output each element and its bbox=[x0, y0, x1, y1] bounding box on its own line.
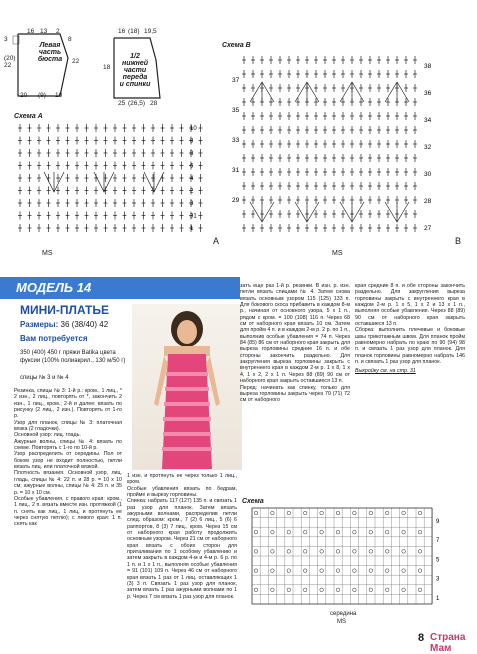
yarn-over bbox=[369, 569, 373, 573]
row-number: 1 bbox=[190, 226, 194, 232]
needles-info: спицы № 3 и № 4 bbox=[20, 375, 69, 381]
need-label: Вам потребуется bbox=[20, 334, 88, 343]
yarn-over bbox=[418, 530, 422, 534]
yarn-info: 350 (400) 450 г пряжи Batika цвета фуксии (100% полиакрил., 130 м/50 г) bbox=[20, 350, 126, 364]
pattern-skirt-label bbox=[115, 53, 155, 88]
dim-label: 13 bbox=[40, 28, 48, 35]
paragraph: Узор распределить от середины. Пол от боком узор не входит полностью, петли вязать лиц. или платочной вязкой. bbox=[14, 451, 122, 471]
yarn-over bbox=[402, 569, 406, 573]
dim-label: (18) bbox=[128, 28, 140, 35]
model-photo bbox=[132, 304, 242, 470]
row-number: 8 bbox=[190, 151, 194, 157]
yarn-over bbox=[336, 588, 340, 592]
instructions-col1 bbox=[14, 388, 122, 528]
label-line: нижней bbox=[121, 60, 149, 67]
yarn-over bbox=[271, 530, 275, 534]
instructions-col3 bbox=[240, 283, 350, 404]
row-number: 2 bbox=[190, 188, 194, 195]
yarn-over bbox=[271, 511, 275, 515]
label-line: 1/2 bbox=[130, 53, 140, 60]
paragraph: Узор для планок, спицы № 3: платочная вязка (2 гладочки). bbox=[14, 419, 122, 433]
schema-b-ms: MS bbox=[332, 250, 343, 257]
center-label: середина bbox=[330, 611, 357, 617]
schema-bottom-ms: MS bbox=[337, 619, 346, 625]
label-line: бюста bbox=[37, 56, 63, 63]
yarn-over bbox=[254, 511, 258, 515]
yarn-over bbox=[402, 588, 406, 592]
yarn-over bbox=[402, 550, 406, 554]
row-number: 32 bbox=[424, 144, 432, 151]
fan-motif bbox=[295, 202, 319, 222]
label-line: Левая bbox=[39, 42, 61, 49]
yarn-over bbox=[271, 550, 275, 554]
page-number: 8 bbox=[418, 632, 425, 644]
yarn-over bbox=[303, 550, 307, 554]
row-number: 37 bbox=[232, 77, 240, 84]
instructions-col4 bbox=[355, 283, 465, 375]
row-number: 6 bbox=[190, 163, 194, 170]
yarn-over bbox=[303, 530, 307, 534]
fan-motif bbox=[295, 82, 319, 102]
yarn-over bbox=[254, 530, 258, 534]
yarn-over bbox=[418, 588, 422, 592]
schema-b-diagram bbox=[232, 52, 432, 242]
paragraph: Особые убавления вязать по бедрам, пройме и вырезу горловины. bbox=[127, 485, 237, 499]
label-line: переда bbox=[122, 74, 148, 81]
label-line: часть bbox=[38, 49, 62, 56]
yarn-over bbox=[287, 588, 291, 592]
yarn-over bbox=[271, 569, 275, 573]
row-number: 7 bbox=[436, 538, 440, 545]
row-number: 38 bbox=[424, 63, 432, 70]
row-number: 3 bbox=[190, 201, 194, 207]
dim-label: 3 bbox=[4, 36, 8, 43]
dim-label: 10 bbox=[55, 92, 63, 99]
yarn-over bbox=[369, 588, 373, 592]
yarn-over bbox=[385, 550, 389, 554]
yarn-over bbox=[385, 569, 389, 573]
yarn-over bbox=[418, 511, 422, 515]
row-number: 33 bbox=[232, 137, 240, 144]
yarn-over bbox=[303, 511, 307, 515]
yarn-over bbox=[271, 588, 275, 592]
fan-motif bbox=[144, 172, 164, 192]
yarn-over bbox=[254, 550, 258, 554]
schema-a-end: A bbox=[213, 236, 220, 246]
row-number: 29 bbox=[232, 197, 240, 204]
pattern-label bbox=[30, 42, 70, 63]
yarn-over bbox=[320, 550, 324, 554]
row-number: 4 bbox=[190, 176, 194, 182]
paragraph: Резинка, спицы № 3: 1-й р.: кром., 1 лиц., * 2 изн., 2 лиц., повторять от *, закончить 2 изн., 1 лиц., кром.; 2-й и далее: вязать по рисунку (2 лиц., 2 изн.). Повторять от 1-го р. bbox=[14, 388, 122, 420]
yarn-over bbox=[303, 588, 307, 592]
paragraph: Сборка: выполнить плечевые и боковые швы трикотажным швом. Для планок пройм равномерно набрать по краю по 90 (94) 98 п. и связать 1 раз узор для планок. Для планок горловины равномерно набрать 146 п. и связать 1 раз узор для планок. bbox=[355, 327, 465, 366]
yarn-over bbox=[353, 511, 357, 515]
yarn-over bbox=[336, 569, 340, 573]
row-number: 30 bbox=[424, 171, 432, 178]
yarn-over bbox=[369, 511, 373, 515]
paragraph: Основной узор: лиц. гладь. bbox=[14, 432, 81, 439]
row-number: 3 bbox=[436, 576, 440, 583]
model-title: МИНИ-ПЛАТЬЕ bbox=[20, 303, 109, 317]
schema-bottom-grid bbox=[250, 506, 450, 616]
dim-label: 22 bbox=[4, 62, 12, 69]
dim-label: 20 bbox=[20, 92, 28, 99]
model-band-label: МОДЕЛЬ 14 bbox=[16, 280, 92, 295]
yarn-over bbox=[320, 511, 324, 515]
yarn-over bbox=[303, 569, 307, 573]
yarn-over bbox=[287, 569, 291, 573]
yarn-over bbox=[353, 588, 357, 592]
paragraph: края средние 8 п. и обе стороны закончить раздельно. Для закругления выреза горловины закрыть с внутреннего края в каждом 2-м р. 1 х 5, 1 х 2 и 13 х 1 п., выполняя особые убавления. Через 88 (89) 90 см от наборного края закрыть оставшиеся 13 п. bbox=[355, 283, 465, 328]
schema-a-diagram bbox=[14, 122, 214, 244]
yarn-over bbox=[353, 569, 357, 573]
yarn-over bbox=[369, 530, 373, 534]
yarn-over bbox=[287, 511, 291, 515]
model-band bbox=[0, 277, 240, 299]
yarn-over bbox=[336, 550, 340, 554]
fan-motif bbox=[250, 202, 274, 222]
yarn-over bbox=[385, 511, 389, 515]
dim-label: 25 bbox=[118, 100, 126, 107]
dim-label: 19,5 bbox=[144, 28, 157, 35]
schema-bottom-title: Схема bbox=[242, 498, 264, 505]
row-number: 1 bbox=[436, 595, 440, 602]
dim-label: 16 bbox=[118, 28, 126, 35]
row-number: 34 bbox=[424, 117, 432, 124]
reference-link[interactable]: Выкройку см. на стр. 31 bbox=[355, 368, 416, 375]
watermark: Страна Мам bbox=[430, 632, 466, 654]
row-number: 31 bbox=[232, 167, 240, 174]
dim-label: 2 bbox=[56, 28, 60, 35]
pattern-bust bbox=[0, 28, 100, 108]
yarn-over bbox=[336, 530, 340, 534]
paragraph: затъ еще раз 1-й р. резинки. В изн. р. изн. петли вязать спицами № 4. Затем снова вязать основным узором 115 (125) 133 п. Для бокового скоса прибавить в каждом 8-м р., начиная от основного узора, 5 х 1 п., рядом с кром. = 100 (108) 116 п. Через 68 см от наборного края вязать 10 см. Затем для пройм 4 п. и в каждом 2-м р. 2 р. по 1 п., выполнив особые убавления = 74 п. Через 84 (85) 86 см от наборного края закрыть для выреза горловины средние 16 п. и обе стороны закончить раздельно. Для закругления выреза горловины закрыть с внутреннего края в каждом 2-м р. 1 х 8, 1 х 4, 1 х 2, 2 х 1 п. Через 88 (89) 90 см от наборного края закрыть оставшиеся 13 п. bbox=[240, 283, 350, 385]
yarn-over bbox=[320, 588, 324, 592]
row-number: 27 bbox=[424, 225, 432, 232]
dim-label: (20) bbox=[4, 55, 16, 62]
paragraph: Ажурные волны, спицы № 4: вязать по схеме. Повторять с 1-го по 10-й р. bbox=[14, 438, 122, 452]
sizes-value: 36 (38/40) 42 bbox=[60, 320, 109, 329]
row-number: 36 bbox=[424, 90, 432, 97]
fan-motif bbox=[385, 82, 409, 102]
yarn-over bbox=[287, 550, 291, 554]
schema-b-end: B bbox=[455, 236, 462, 246]
yarn-over bbox=[385, 530, 389, 534]
dim-label: 8 bbox=[68, 36, 72, 43]
row-number: 28 bbox=[424, 198, 432, 205]
yarn-over bbox=[385, 588, 389, 592]
yarn-over bbox=[418, 550, 422, 554]
row-number: 31 bbox=[190, 213, 197, 220]
yarn-over bbox=[418, 569, 422, 573]
schema-a-ms: MS bbox=[42, 250, 53, 257]
sizes-label: Размеры: bbox=[20, 320, 59, 329]
instructions-col2 bbox=[127, 473, 237, 600]
yarn-over bbox=[320, 530, 324, 534]
row-number: 9 bbox=[436, 519, 440, 525]
yarn-over bbox=[254, 569, 258, 573]
yarn-over bbox=[353, 550, 357, 554]
row-number: 5 bbox=[436, 557, 440, 564]
paragraph: Спинка: набрать 117 (127) 135 п. и связать 1 раз узор для планок. Затем вязать ажурными волнами, распределив петли след. образом: кром., 7 (2) 6 лиц., 5 (6) 6 раппортов, 8 (3) 7 лиц., кром. Через 15 см от наборного края работу продолжить основным узором. Через 21 см от наборного края вязать с обоих сторон для приталивания по 1 особому убавлению и затем закрыть в каждом 4-м и 4-м р. 6 р. по 1 п. и 1 х 1 п., выполняя особые убавления = 91 (101) 109 п. Через 46 см от наборного края вязать 1 раз от 1 лиц. оставляющих 1 (3) 3 п. Связать 1 раз узор для планок, затем вязать 1 раз ажурными волнами по 1 р. Через 7 см вязать 1 раз узор для планок. bbox=[127, 498, 237, 600]
fan-motif bbox=[385, 202, 409, 222]
dim-label: 16 bbox=[27, 28, 35, 35]
dim-label: 22 bbox=[72, 58, 80, 65]
yarn-over bbox=[254, 588, 258, 592]
fan-motif bbox=[94, 172, 114, 192]
dim-label: (9) bbox=[38, 92, 46, 99]
row-number: 8 bbox=[190, 138, 194, 145]
fan-motif bbox=[340, 202, 364, 222]
fan-motif bbox=[44, 172, 64, 192]
label-line: части bbox=[123, 67, 147, 74]
yarn-over bbox=[336, 511, 340, 515]
paragraph: Особые убавления, с правого края: кром., 1 лиц., 2 п. вязать вместе изн. протяжкой (1 п. снять как лиц., 1 лиц. и протянуть ее через снятую петлю); с левого края: 1 п. снять как bbox=[14, 495, 122, 528]
paragraph: Перед: начинать как спинку, только для выреза горловины закрыть через 70 (71) 72 см от наборного bbox=[240, 384, 350, 404]
fan-motif bbox=[340, 82, 364, 102]
dim-label: (26,5) bbox=[128, 100, 145, 107]
row-number: 35 bbox=[232, 107, 240, 114]
schema-a-title: Схема А bbox=[14, 113, 43, 120]
paragraph: 1 изн. и протянуть ее через только 1 лиц., кром. bbox=[127, 473, 237, 486]
dim-label: 18 bbox=[103, 64, 111, 71]
label-line: и спинки bbox=[119, 81, 151, 88]
dim-label: 28 bbox=[150, 100, 158, 107]
yarn-over bbox=[320, 569, 324, 573]
schema-b-title: Схема В bbox=[222, 42, 251, 49]
yarn-over bbox=[369, 550, 373, 554]
paragraph: Плотность вязания. Основной узор, лиц. гладь, спицы № 4: 22 п. и 28 р. = 10 х 10 см; ажурные волны, спицы № 4: 25 п. и 35 р. = 10 х 10 см. bbox=[14, 470, 122, 496]
yarn-over bbox=[353, 530, 357, 534]
row-number: 10 bbox=[190, 126, 197, 132]
yarn-over bbox=[402, 530, 406, 534]
fan-motif bbox=[250, 82, 274, 102]
yarn-over bbox=[287, 530, 291, 534]
yarn-over bbox=[402, 511, 406, 515]
